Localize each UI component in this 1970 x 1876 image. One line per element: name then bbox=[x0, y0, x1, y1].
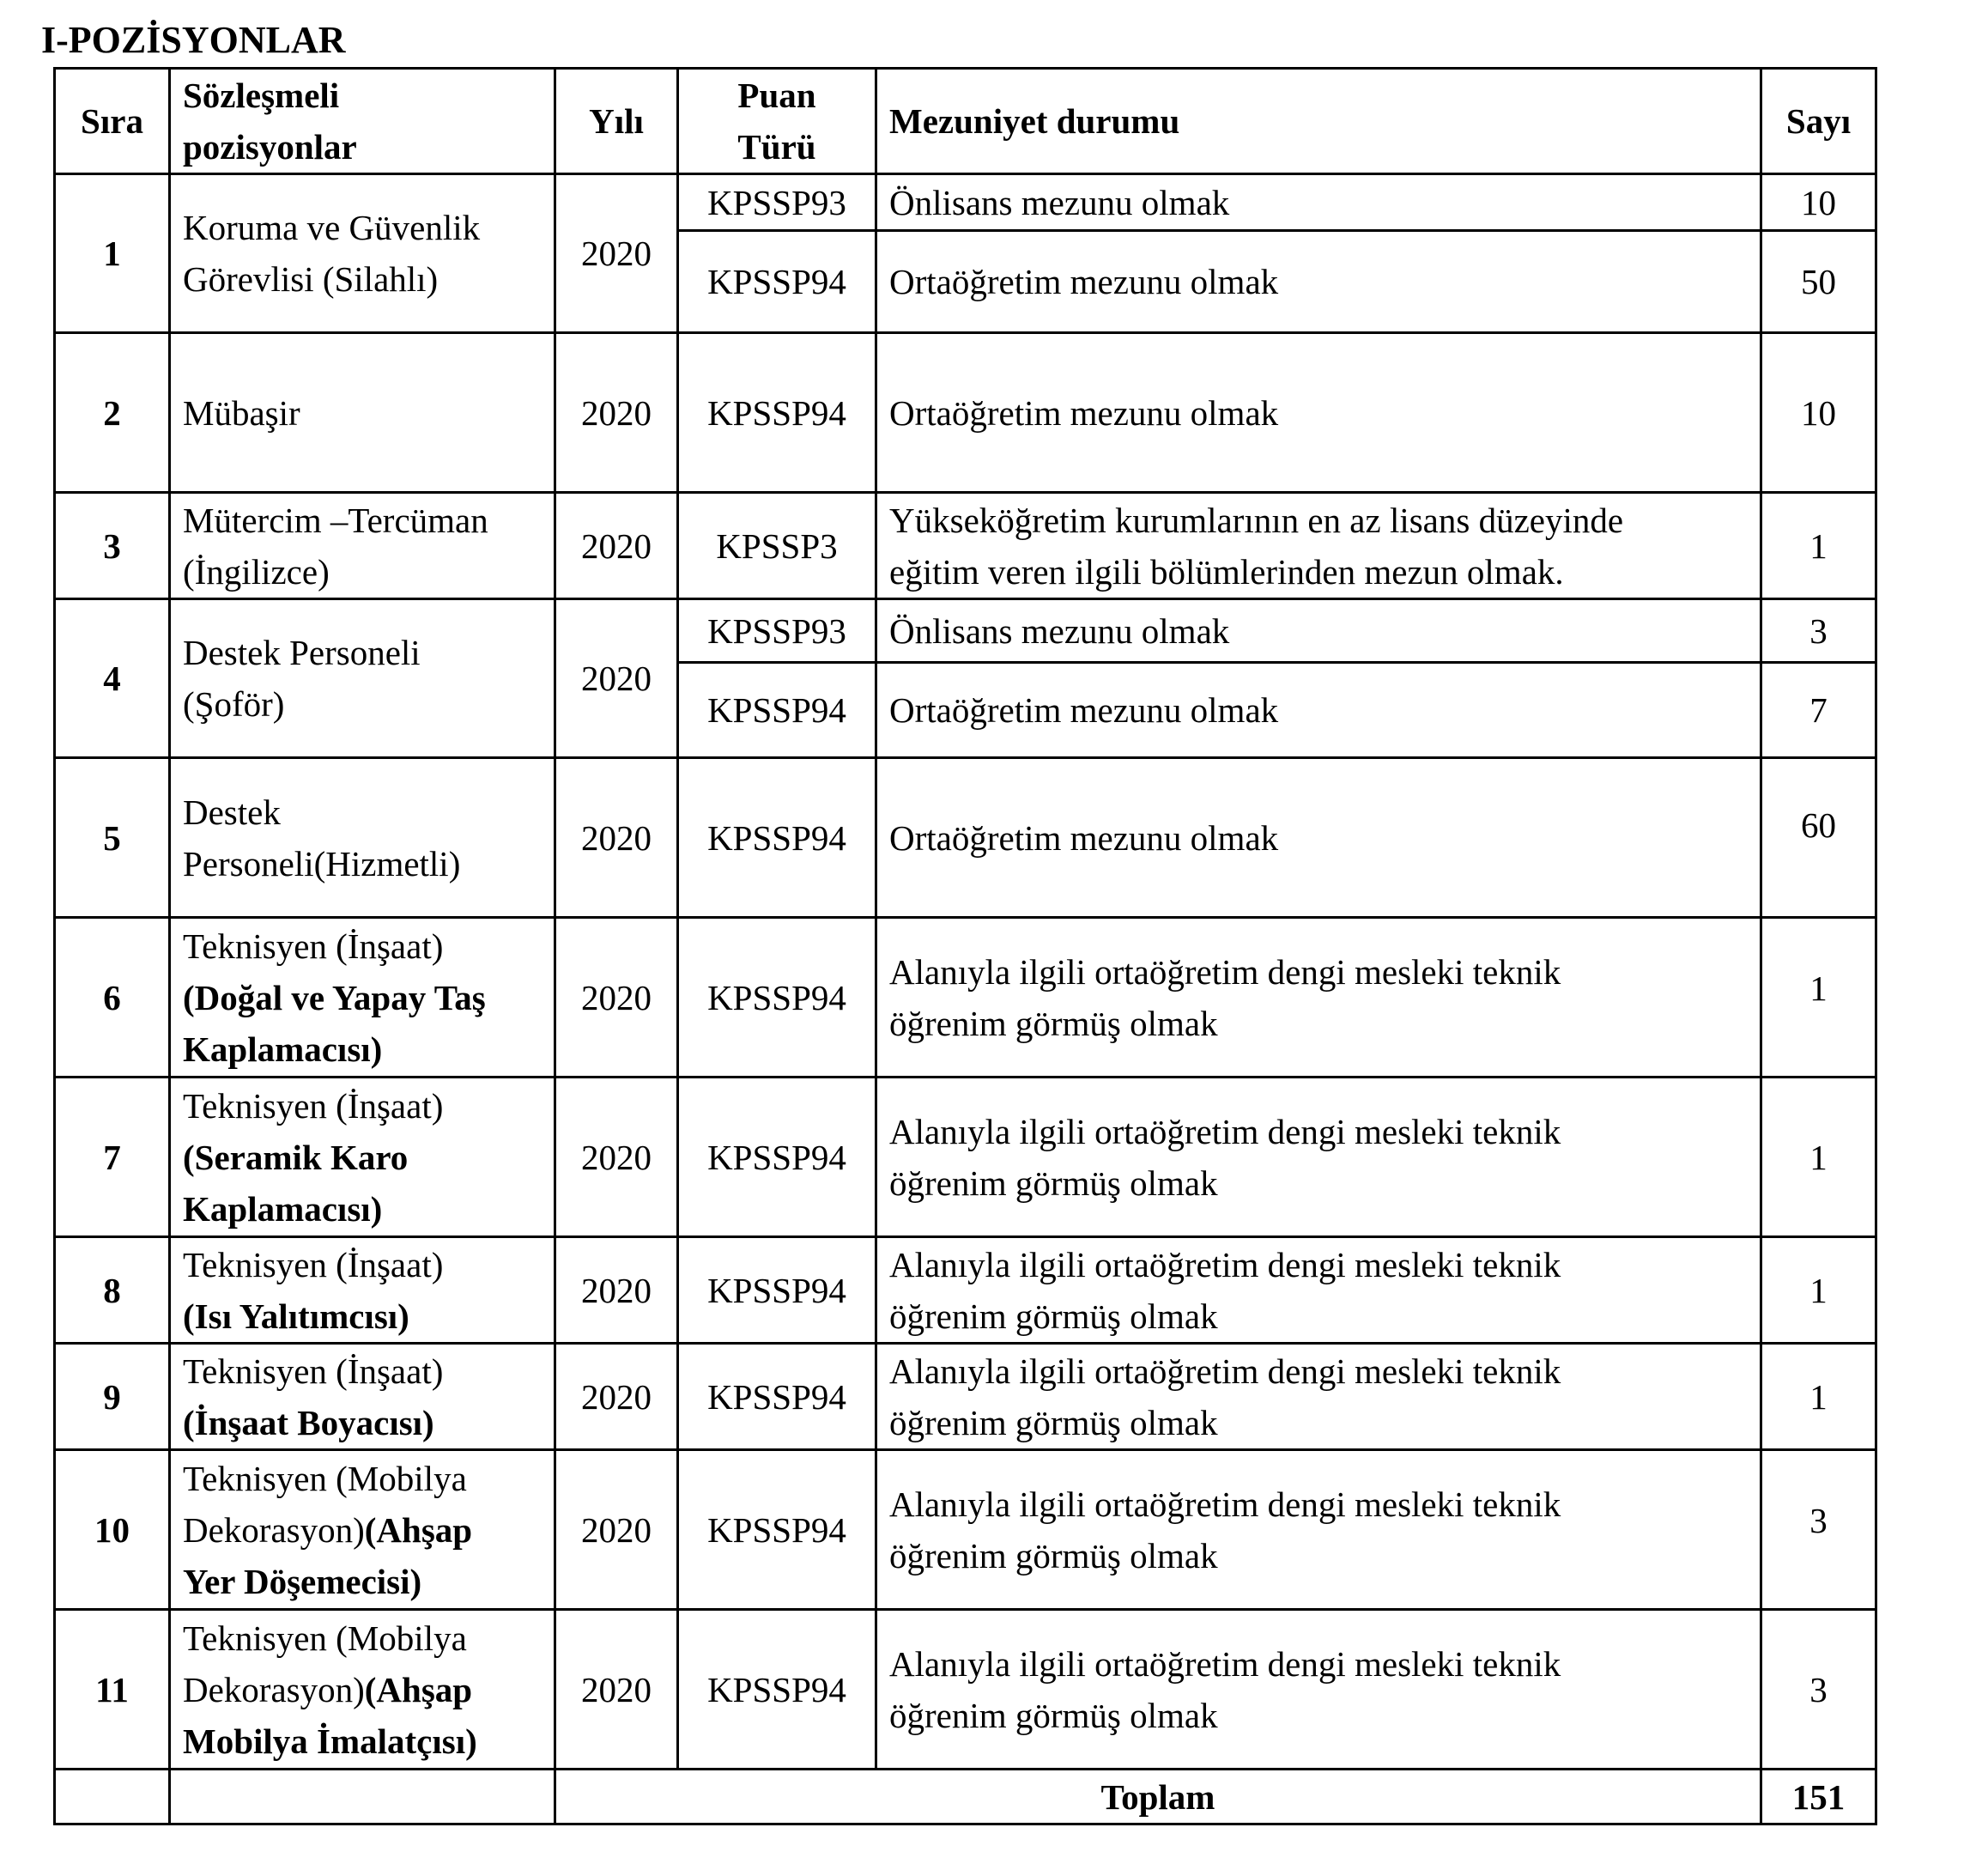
cell-puan: KPSSP94 bbox=[678, 1344, 876, 1450]
cell-yil: 2020 bbox=[555, 1610, 678, 1770]
cell-mezuniyet: Ortaöğretim mezunu olmak bbox=[876, 758, 1761, 918]
cell-pozisyon: Mütercim –Tercüman (İngilizce) bbox=[170, 493, 555, 599]
cell-pozisyon: Teknisyen (İnşaat) (Seramik Karo Kaplamacısı) bbox=[170, 1078, 555, 1237]
total-row bbox=[55, 1770, 1876, 1824]
cell-sayi: 1 bbox=[1761, 918, 1876, 1078]
cell-yil: 2020 bbox=[555, 333, 678, 493]
cell-puan: KPSSP94 bbox=[678, 333, 876, 493]
table-row bbox=[55, 174, 1876, 231]
table-row bbox=[55, 493, 1876, 599]
cell-puan: KPSSP94 bbox=[678, 758, 876, 918]
cell-sayi: 1 bbox=[1761, 493, 1876, 599]
table-row bbox=[55, 918, 1876, 1078]
cell-yil: 2020 bbox=[555, 599, 678, 758]
cell-puan: KPSSP93 bbox=[678, 174, 876, 231]
cell-mezuniyet: Yükseköğretim kurumlarının en az lisans düzeyinde eğitim veren ilgili bölümlerinden mezun olmak. bbox=[876, 493, 1761, 599]
cell-yil: 2020 bbox=[555, 1237, 678, 1344]
table-row bbox=[55, 333, 1876, 493]
cell-sira: 7 bbox=[55, 1078, 170, 1237]
cell-pozisyon: Teknisyen (Mobilya Dekorasyon)(Ahşap Yer Döşemecisi) bbox=[170, 1450, 555, 1610]
cell-yil: 2020 bbox=[555, 1450, 678, 1610]
cell-sayi: 7 bbox=[1761, 663, 1876, 758]
cell-empty bbox=[170, 1770, 555, 1824]
table-row bbox=[55, 758, 1876, 918]
header-pozisyon: Sözleşmeli pozisyonlar bbox=[170, 69, 555, 174]
cell-pozisyon: Destek Personeli (Şoför) bbox=[170, 599, 555, 758]
cell-sira: 11 bbox=[55, 1610, 170, 1770]
cell-mezuniyet: Alanıyla ilgili ortaöğretim dengi mesleki teknik öğrenim görmüş olmak bbox=[876, 918, 1761, 1078]
cell-pozisyon: Teknisyen (Mobilya Dekorasyon)(Ahşap Mobilya İmalatçısı) bbox=[170, 1610, 555, 1770]
cell-puan: KPSSP94 bbox=[678, 663, 876, 758]
total-value: 151 bbox=[1761, 1770, 1876, 1824]
cell-pozisyon: Mübaşir bbox=[170, 333, 555, 493]
cell-empty bbox=[55, 1770, 170, 1824]
cell-sayi: 3 bbox=[1761, 599, 1876, 663]
header-puan: Puan Türü bbox=[678, 69, 876, 174]
cell-sira: 1 bbox=[55, 174, 170, 333]
cell-sayi: 3 bbox=[1761, 1450, 1876, 1610]
cell-puan: KPSSP3 bbox=[678, 493, 876, 599]
cell-puan: KPSSP94 bbox=[678, 1450, 876, 1610]
table-row bbox=[55, 1450, 1876, 1610]
cell-pozisyon: Teknisyen (İnşaat) (Doğal ve Yapay Taş Kaplamacısı) bbox=[170, 918, 555, 1078]
cell-puan: KPSSP94 bbox=[678, 1237, 876, 1344]
table-row bbox=[55, 1344, 1876, 1450]
cell-yil: 2020 bbox=[555, 1078, 678, 1237]
cell-sayi: 1 bbox=[1761, 1237, 1876, 1344]
cell-puan: KPSSP94 bbox=[678, 918, 876, 1078]
cell-mezuniyet: Ortaöğretim mezunu olmak bbox=[876, 333, 1761, 493]
cell-sayi: 10 bbox=[1761, 333, 1876, 493]
cell-sira: 10 bbox=[55, 1450, 170, 1610]
cell-yil: 2020 bbox=[555, 918, 678, 1078]
cell-sayi: 10 bbox=[1761, 174, 1876, 231]
cell-mezuniyet: Alanıyla ilgili ortaöğretim dengi mesleki teknik öğrenim görmüş olmak bbox=[876, 1610, 1761, 1770]
table-row bbox=[55, 1078, 1876, 1237]
cell-mezuniyet: Önlisans mezunu olmak bbox=[876, 599, 1761, 663]
cell-sayi: 1 bbox=[1761, 1344, 1876, 1450]
cell-yil: 2020 bbox=[555, 1344, 678, 1450]
cell-pozisyon: Koruma ve Güvenlik Görevlisi (Silahlı) bbox=[170, 174, 555, 333]
cell-yil: 2020 bbox=[555, 758, 678, 918]
cell-puan: KPSSP94 bbox=[678, 231, 876, 333]
cell-yil: 2020 bbox=[555, 493, 678, 599]
header-sira: Sıra bbox=[55, 69, 170, 174]
table-row bbox=[55, 1610, 1876, 1770]
cell-sira: 8 bbox=[55, 1237, 170, 1344]
cell-sira: 4 bbox=[55, 599, 170, 758]
cell-puan: KPSSP93 bbox=[678, 599, 876, 663]
cell-pozisyon: Teknisyen (İnşaat) (İnşaat Boyacısı) bbox=[170, 1344, 555, 1450]
cell-sayi: 60 bbox=[1761, 758, 1876, 918]
page-title: I-POZİSYONLAR bbox=[41, 19, 346, 61]
cell-sira: 6 bbox=[55, 918, 170, 1078]
positions-table bbox=[53, 67, 1877, 1825]
total-label: Toplam bbox=[555, 1770, 1761, 1824]
cell-mezuniyet: Alanıyla ilgili ortaöğretim dengi mesleki teknik öğrenim görmüş olmak bbox=[876, 1078, 1761, 1237]
cell-mezuniyet: Önlisans mezunu olmak bbox=[876, 174, 1761, 231]
cell-mezuniyet: Alanıyla ilgili ortaöğretim dengi mesleki teknik öğrenim görmüş olmak bbox=[876, 1450, 1761, 1610]
cell-mezuniyet: Ortaöğretim mezunu olmak bbox=[876, 663, 1761, 758]
cell-puan: KPSSP94 bbox=[678, 1610, 876, 1770]
table-row bbox=[55, 1237, 1876, 1344]
cell-sayi: 50 bbox=[1761, 231, 1876, 333]
cell-sira: 9 bbox=[55, 1344, 170, 1450]
cell-yil: 2020 bbox=[555, 174, 678, 333]
table-row bbox=[55, 599, 1876, 663]
header-mezuniyet: Mezuniyet durumu bbox=[876, 69, 1761, 174]
cell-mezuniyet: Ortaöğretim mezunu olmak bbox=[876, 231, 1761, 333]
cell-puan: KPSSP94 bbox=[678, 1078, 876, 1237]
cell-mezuniyet: Alanıyla ilgili ortaöğretim dengi mesleki teknik öğrenim görmüş olmak bbox=[876, 1237, 1761, 1344]
header-yil: Yılı bbox=[555, 69, 678, 174]
cell-sira: 2 bbox=[55, 333, 170, 493]
cell-sira: 3 bbox=[55, 493, 170, 599]
table-header-row bbox=[55, 69, 1876, 174]
cell-sira: 5 bbox=[55, 758, 170, 918]
cell-sayi: 3 bbox=[1761, 1610, 1876, 1770]
cell-mezuniyet: Alanıyla ilgili ortaöğretim dengi mesleki teknik öğrenim görmüş olmak bbox=[876, 1344, 1761, 1450]
cell-pozisyon: Destek Personeli(Hizmetli) bbox=[170, 758, 555, 918]
cell-sayi: 1 bbox=[1761, 1078, 1876, 1237]
cell-pozisyon: Teknisyen (İnşaat) (Isı Yalıtımcısı) bbox=[170, 1237, 555, 1344]
header-sayi: Sayı bbox=[1761, 69, 1876, 174]
